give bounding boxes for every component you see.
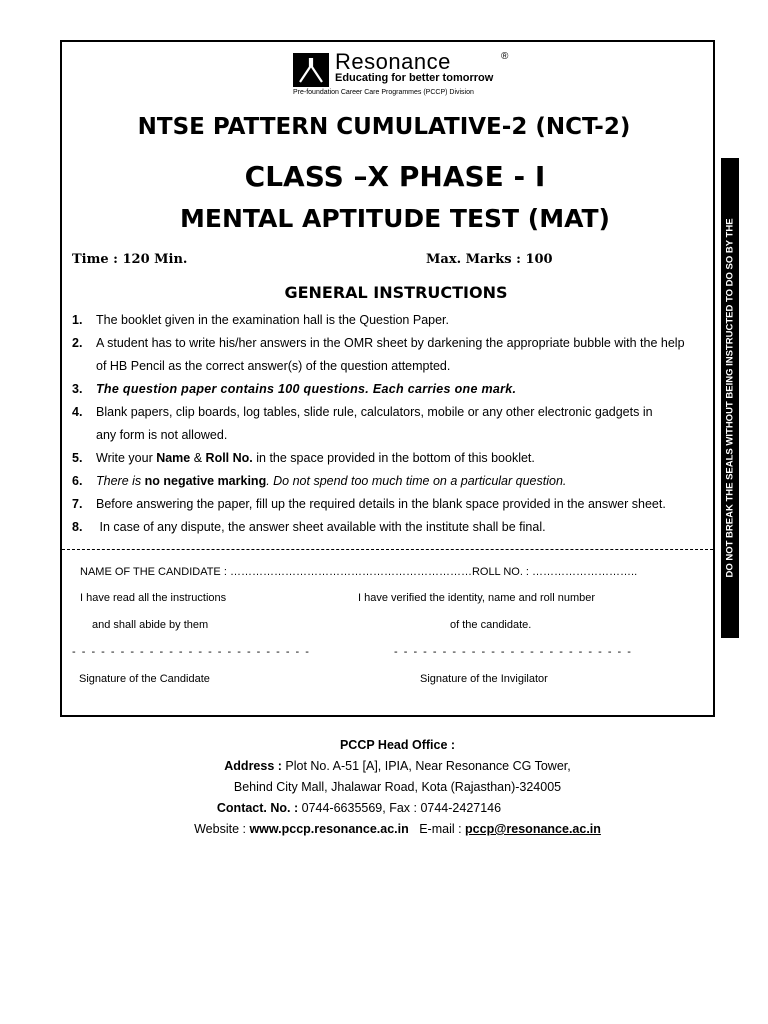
instruction-item: 2. A student has to write his/her answers in the OMR sheet by darkening the appropriate bubble with the help [72, 336, 685, 350]
invigilator-signature-label: Signature of the Invigilator [420, 673, 548, 685]
candidate-signature-line[interactable]: - - - - - - - - - - - - - - - - - - - - - - - - - [72, 646, 311, 658]
office-contact: Contact. No. : 0744-6635569, Fax : 0744-2427146 [216, 801, 502, 815]
instruction-item-continued: of HB Pencil as the correct answer(s) of the question attempted. [96, 359, 451, 373]
subject-title: MENTAL APTITUDE TEST (MAT) [180, 204, 610, 233]
office-web: Website : www.pccp.resonance.ac.in E-mail : pccp@resonance.ac.in [194, 822, 601, 836]
instructions-heading: GENERAL INSTRUCTIONS [284, 283, 508, 302]
instruction-item: 4. Blank papers, clip boards, log tables, slide rule, calculators, mobile or any other electronic gadgets in [72, 405, 653, 419]
instruction-item: 3. The question paper contains 100 questions. Each carries one mark. [72, 382, 517, 396]
resonance-logo-icon [293, 53, 329, 87]
time-label: Time : 120 Min. [72, 252, 188, 267]
logo-division: Pre-foundation Career Care Programmes (PCCP) Division [293, 89, 474, 96]
candidate-declaration: I have read all the instructions [80, 592, 227, 604]
email-link[interactable]: pccp@resonance.ac.in [465, 822, 601, 836]
test-title: NTSE PATTERN CUMULATIVE-2 (NCT-2) [137, 114, 631, 140]
invigilator-declaration: I have verified the identity, name and roll number [358, 592, 596, 604]
document-border [60, 40, 715, 717]
instruction-item: 7. Before answering the paper, fill up the required details in the blank space provided in the answer sheet. [72, 497, 666, 511]
office-address-line2: Behind City Mall, Jhalawar Road, Kota (Rajasthan)-324005 [233, 780, 562, 794]
candidate-declaration-continued: and shall abide by them [92, 619, 209, 631]
resonance-logo [293, 49, 533, 99]
website-link[interactable]: www.pccp.resonance.ac.in [249, 822, 409, 836]
logo-tagline: Educating for better tomorrow [335, 72, 494, 84]
invigilator-signature-line[interactable]: - - - - - - - - - - - - - - - - - - - - - - - - - [394, 646, 633, 658]
candidate-signature-label: Signature of the Candidate [79, 673, 210, 685]
instruction-item: 1. The booklet given in the examination hall is the Question Paper. [72, 313, 449, 327]
instruction-item: 8. In case of any dispute, the answer sheet available with the institute shall be final. [72, 520, 546, 534]
invigilator-declaration-continued: of the candidate. [450, 619, 532, 631]
office-address: Address : Plot No. A-51 [A], IPIA, Near Resonance CG Tower, [224, 759, 571, 773]
seal-notice-text: DO NOT BREAK THE SEALS WITHOUT BEING INSTRUCTED TO DO SO BY THE [724, 218, 736, 578]
logo-name: Resonance [335, 49, 451, 74]
instruction-item: 5. Write your Name & Roll No. in the space provided in the bottom of this booklet. [72, 451, 535, 465]
instruction-item: 6. There is no negative marking. Do not spend too much time on a particular question. [72, 474, 567, 488]
candidate-name-roll-field[interactable]: NAME OF THE CANDIDATE : …………………………………………………………ROLL NO. : ……………………….. [80, 566, 638, 578]
office-heading: PCCP Head Office : [339, 738, 456, 752]
max-marks-label: Max. Marks : 100 [426, 252, 553, 267]
class-phase-title: CLASS –X PHASE - I [244, 160, 546, 193]
registered-mark: ® [501, 51, 509, 62]
section-divider [62, 549, 713, 550]
instruction-item-continued: any form is not allowed. [96, 428, 228, 442]
